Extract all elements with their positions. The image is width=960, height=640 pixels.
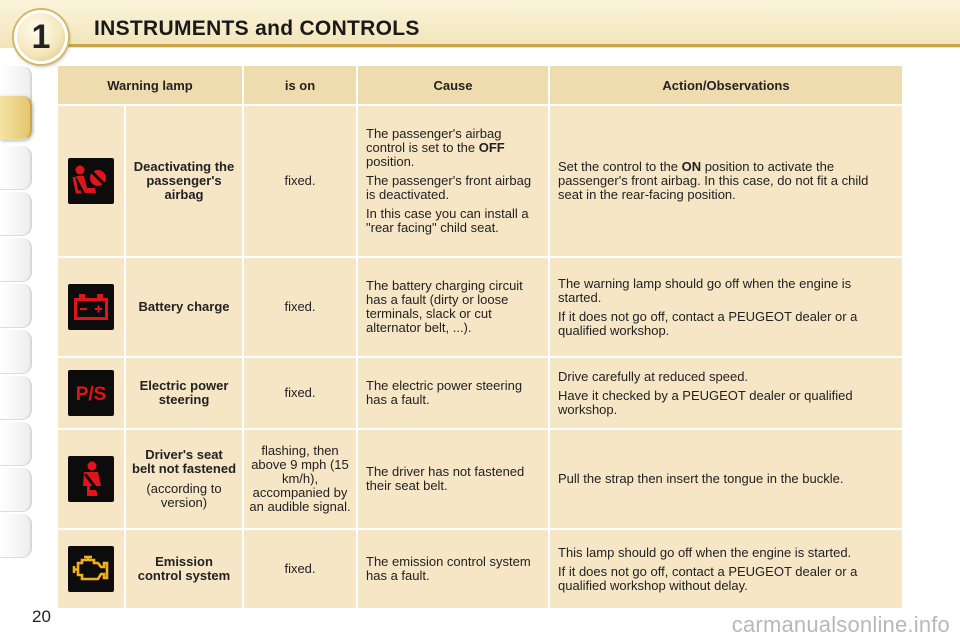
watermark: carmanualsonline.info (731, 612, 950, 637)
chapter-tab[interactable] (0, 284, 32, 328)
lamp-state: flashing, then above 9 mph (15 km/h), accompanied by an audible signal. (244, 430, 356, 528)
chapter-tab-active[interactable] (0, 96, 32, 140)
chapter-badge: 1 (14, 10, 68, 64)
table-row (58, 258, 902, 356)
lamp-cell (58, 430, 124, 528)
cause-text: The passenger's front airbag is deactivated. (366, 173, 532, 202)
column-header-cause: Cause (358, 66, 548, 104)
lamp-name: Battery charge (126, 258, 242, 356)
action-text: If it does not go off, contact a PEUGEOT dealer or a qualified workshop. (558, 308, 858, 338)
lamp-cause (358, 530, 548, 608)
table-row (58, 106, 902, 256)
lamp-cause (358, 430, 548, 528)
table-header-row (58, 66, 902, 104)
page-title: INSTRUMENTS and CONTROLS (94, 17, 420, 40)
lamp-cell (58, 530, 124, 608)
chapter-tab[interactable] (0, 514, 32, 558)
table-row (58, 530, 902, 608)
chapter-tab[interactable] (0, 468, 32, 512)
cause-emphasis: OFF (478, 140, 505, 155)
warning-lamp-table (56, 64, 904, 610)
action-emphasis: ON (681, 159, 702, 174)
cause-text: position. (366, 154, 415, 169)
column-header-action: Action/Observations (550, 66, 902, 104)
action-text: Pull the strap then insert the tongue in the buckle. (558, 471, 844, 486)
chapter-tab[interactable] (0, 238, 32, 282)
lamp-action (550, 106, 902, 256)
lamp-name (126, 430, 242, 528)
lamp-state: fixed. (244, 106, 356, 256)
lamp-cell (58, 258, 124, 356)
chapter-tab[interactable] (0, 422, 32, 466)
cause-text: The battery charging circuit has a fault (dirty or loose terminals, slack or cut alternator belt, ...). (366, 278, 523, 335)
lamp-action (550, 430, 902, 528)
table-row (58, 430, 902, 528)
seat-belt-icon (68, 456, 114, 502)
header-rule (60, 44, 960, 47)
column-header-is-on: is on (244, 66, 356, 104)
lamp-action (550, 258, 902, 356)
lamp-name: Deactivating the passenger's airbag (126, 106, 242, 256)
lamp-cause (358, 106, 548, 256)
lamp-name: Electric power steering (126, 358, 242, 428)
lamp-state: fixed. (244, 258, 356, 356)
page-number: 20 (32, 607, 51, 626)
lamp-cause (358, 358, 548, 428)
action-text: Have it checked by a PEUGEOT dealer or qualified workshop. (558, 387, 853, 417)
action-text: If it does not go off, contact a PEUGEOT dealer or a qualified workshop without delay. (558, 563, 858, 593)
airbag-off-icon (68, 158, 114, 204)
lamp-name-note: (according to version) (146, 481, 222, 510)
lamp-cause (358, 258, 548, 356)
chapter-tab[interactable] (0, 376, 32, 420)
lamp-name: Emission control system (126, 530, 242, 608)
column-header-warning-lamp: Warning lamp (58, 66, 242, 104)
action-text: This lamp should go off when the engine is started. (558, 544, 852, 560)
lamp-action (550, 358, 902, 428)
lamp-action (550, 530, 902, 608)
table-row (58, 358, 902, 428)
cause-text: In this case you can install a "rear facing" child seat. (366, 206, 529, 235)
lamp-state: fixed. (244, 358, 356, 428)
action-text: Drive carefully at reduced speed. (558, 368, 749, 384)
cause-text: The passenger's airbag control is set to the (366, 126, 502, 155)
cause-text: The electric power steering has a fault. (366, 378, 523, 407)
lamp-cell (58, 358, 124, 428)
power-steering-icon (68, 370, 114, 416)
lamp-state: fixed. (244, 530, 356, 608)
lamp-cell (58, 106, 124, 256)
action-text: The warning lamp should go off when the engine is started. (558, 275, 852, 305)
chapter-tab[interactable] (0, 146, 32, 190)
action-text: Set the control to the (558, 159, 682, 174)
engine-icon (68, 546, 114, 592)
lamp-name-text: Driver's seat belt not fastened (132, 447, 237, 476)
power-steering-icon-text: P/S (75, 384, 107, 405)
chapter-tab[interactable] (0, 192, 32, 236)
action-text: position to activate the passenger's front airbag. In this case, do not fit a child seat in the rear-facing position. (558, 159, 869, 202)
battery-icon (68, 284, 114, 330)
chapter-tab[interactable] (0, 330, 32, 374)
chapter-tabs (0, 66, 32, 576)
cause-text: The emission control system has a fault. (366, 554, 531, 583)
cause-text: The driver has not fastened their seat belt. (366, 464, 525, 493)
